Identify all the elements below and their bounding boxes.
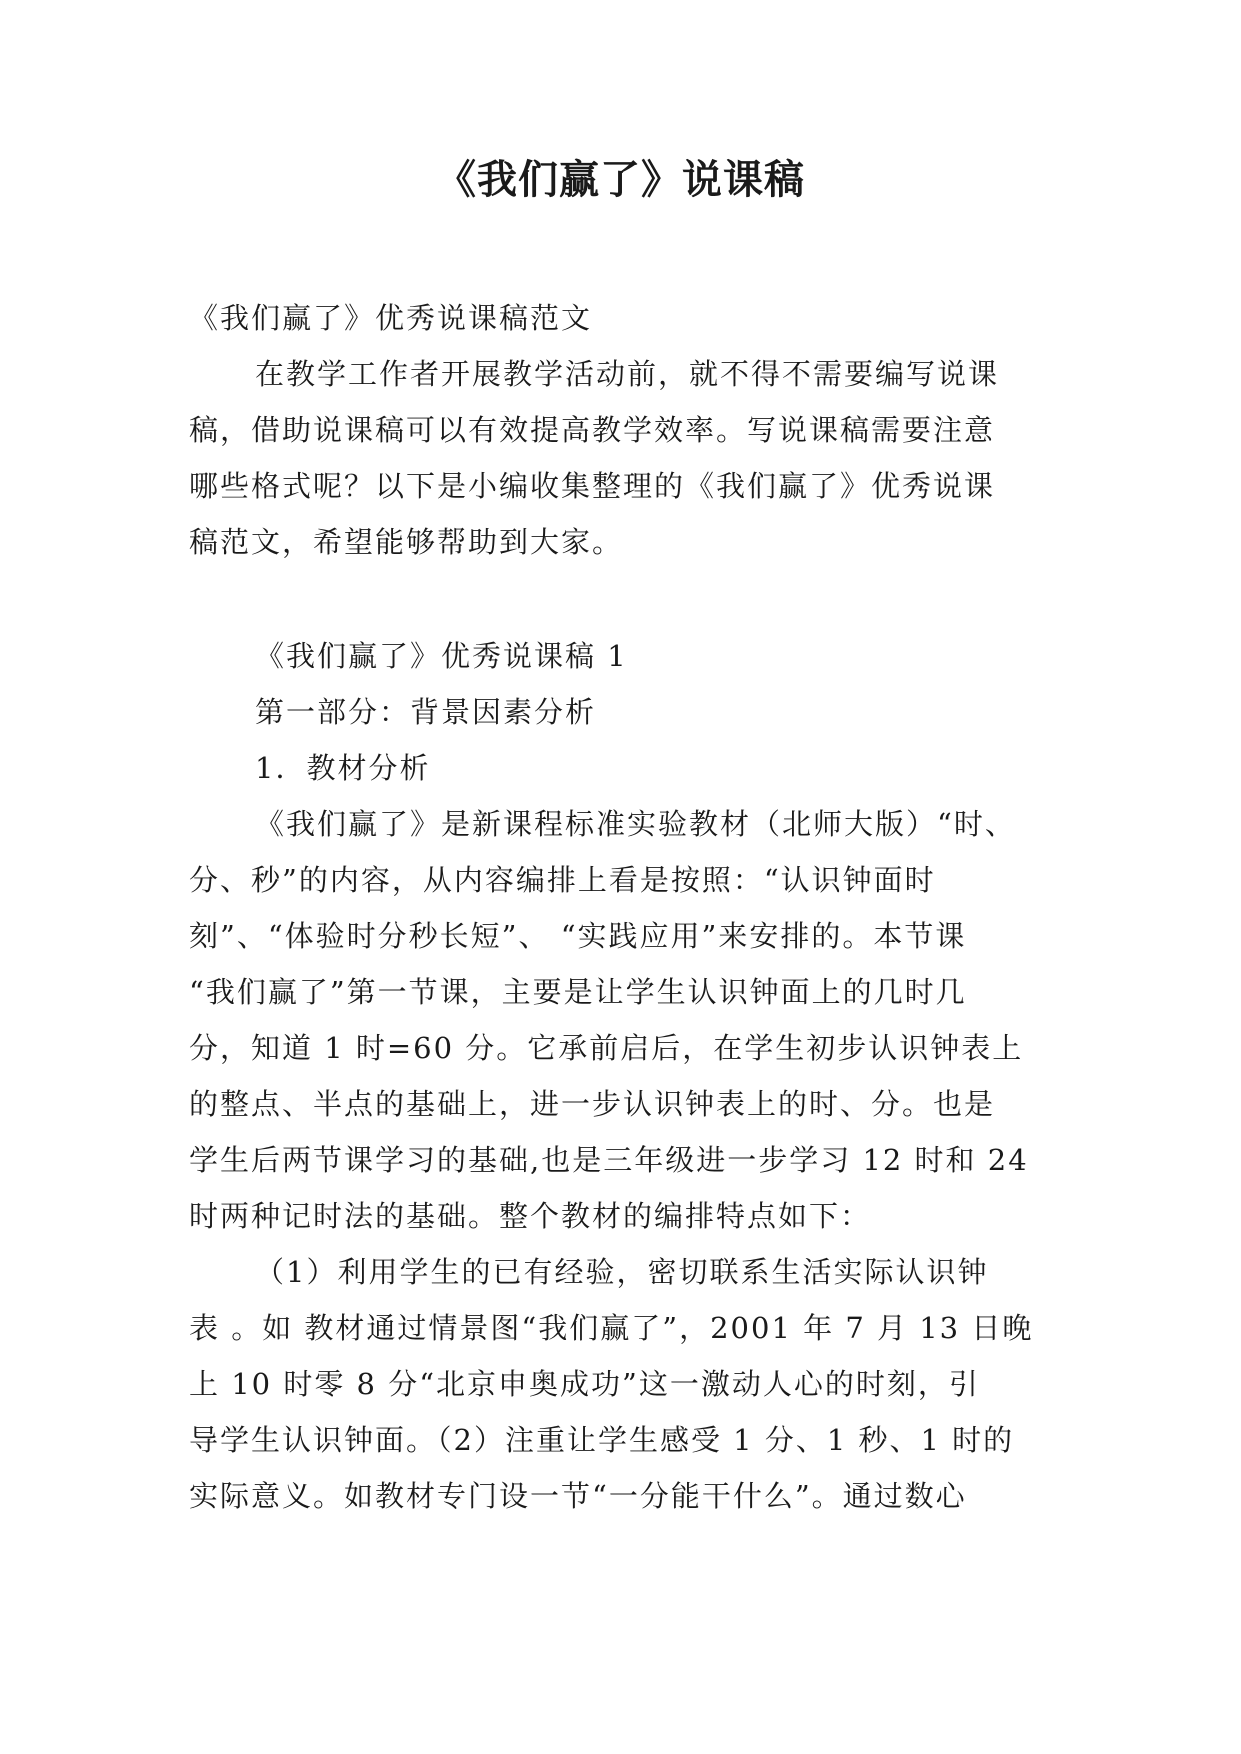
body-line: 分、秒”的内容，从内容编排上看是按照：“认识钟面时 bbox=[189, 863, 936, 897]
intro-line: 稿范文，希望能够帮助到大家。 bbox=[189, 525, 624, 559]
part-heading: 第一部分：背景因素分析 bbox=[255, 695, 597, 729]
item-heading: 1．教材分析 bbox=[255, 751, 431, 785]
body-line: “我们赢了”第一节课，主要是让学生认识钟面上的几时几 bbox=[189, 975, 967, 1009]
intro-line: 稿，借助说课稿可以有效提高教学效率。写说课稿需要注意 bbox=[189, 413, 996, 447]
body-line: 上 10 时零 8 分“北京申奥成功”这一激动人心的时刻，引 bbox=[189, 1367, 980, 1401]
document-title: 《我们赢了》说课稿 bbox=[436, 157, 805, 203]
intro-line: 在教学工作者开展教学活动前，就不得不需要编写说课 bbox=[255, 357, 1000, 391]
intro-line: 哪些格式呢？以下是小编收集整理的《我们赢了》优秀说课 bbox=[189, 469, 996, 503]
body-line: 导学生认识钟面。（2）注重让学生感受 1 分、1 秒、1 时的 bbox=[189, 1423, 1015, 1457]
body-line: 实际意义。如教材专门设一节“一分能干什么”。通过数心 bbox=[189, 1479, 967, 1513]
section-heading: 《我们赢了》优秀说课稿 1 bbox=[255, 639, 628, 673]
body-line: （1）利用学生的已有经验，密切联系生活实际认识钟 bbox=[255, 1255, 989, 1289]
body-line: 表 。如 教材通过情景图“我们赢了”，2001 年 7 月 13 日晚 bbox=[189, 1311, 1034, 1345]
body-line: 刻”、“体验时分秒长短”、 “实践应用”来安排的。本节课 bbox=[189, 919, 967, 953]
document-subtitle: 《我们赢了》优秀说课稿范文 bbox=[189, 301, 593, 335]
body-line: 《我们赢了》是新课程标准实验教材（北师大版）“时、 bbox=[255, 807, 1016, 841]
body-line: 分，知道 1 时=60 分。它承前启后，在学生初步认识钟表上 bbox=[189, 1031, 1024, 1065]
body-line: 学生后两节课学习的基础,也是三年级进一步学习 12 时和 24 bbox=[189, 1143, 1029, 1177]
body-line: 的整点、半点的基础上，进一步认识钟表上的时、分。也是 bbox=[189, 1087, 996, 1121]
body-line: 时两种记时法的基础。整个教材的编排特点如下： bbox=[189, 1199, 872, 1233]
